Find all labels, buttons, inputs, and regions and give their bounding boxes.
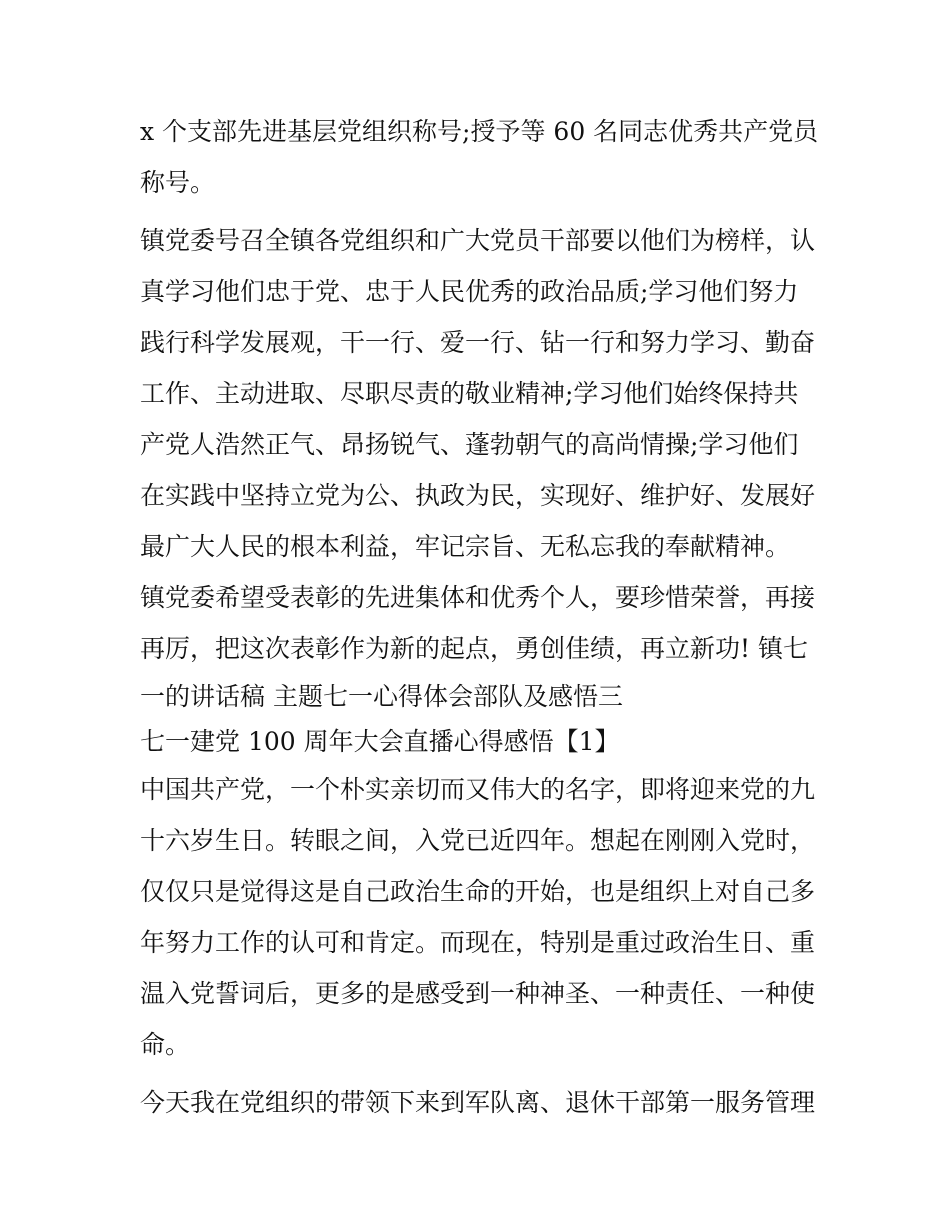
- text-line: 真学习他们忠于党、忠于人民优秀的政治品质;学习他们努力: [140, 277, 799, 306]
- text-line: 镇党委希望受表彰的先进集体和优秀个人，要珍惜荣誉，再接: [140, 583, 816, 612]
- text-line: 仅仅只是觉得这是自己政治生命的开始，也是组织上对自己多: [140, 877, 816, 906]
- text-line: 再厉，把这次表彰作为新的起点，勇创佳绩，再立新功! 镇七: [140, 634, 808, 663]
- text-line: 温入党誓词后，更多的是感受到一种神圣、一种责任、一种使: [140, 979, 816, 1008]
- text-line: 在实践中坚持立党为公、执政为民，实现好、维护好、发展好: [140, 481, 816, 510]
- text-line: 产党人浩然正气、昂扬锐气、蓬勃朝气的高尚情操;学习他们: [140, 430, 799, 459]
- text-line: 最广大人民的根本利益，牢记宗旨、无私忘我的奉献精神。: [140, 532, 791, 561]
- document-body: [140, 106, 830, 1128]
- text-line: 践行科学发展观，干一行、爱一行、钻一行和努力学习、勤奋: [140, 328, 816, 357]
- text-line: 今天我在党组织的带领下来到军队离、退休干部第一服务管理: [140, 1088, 816, 1117]
- text-line: 工作、主动进取、尽职尽责的敬业精神;学习他们始终保持共: [140, 379, 799, 408]
- text-line: 称号。: [140, 168, 216, 197]
- text-line: 十六岁生日。转眼之间，入党已近四年。想起在刚刚入党时，: [140, 826, 816, 855]
- text-line: 中国共产党，一个朴实亲切而又伟大的名字，即将迎来党的九: [140, 775, 816, 804]
- text-line: 镇党委号召全镇各党组织和广大党员干部要以他们为榜样，认: [140, 226, 816, 255]
- text-line: 命。: [140, 1030, 191, 1059]
- text-line: 年努力工作的认可和肯定。而现在，特别是重过政治生日、重: [140, 928, 816, 957]
- section-heading: 七一建党 100 周年大会直播心得感悟【1】: [140, 727, 620, 756]
- text-line: 一的讲话稿 主题七一心得体会部队及感悟三: [140, 682, 623, 711]
- text-line: x 个支部先进基层党组织称号;授予等 60 名同志优秀共产党员: [140, 117, 819, 146]
